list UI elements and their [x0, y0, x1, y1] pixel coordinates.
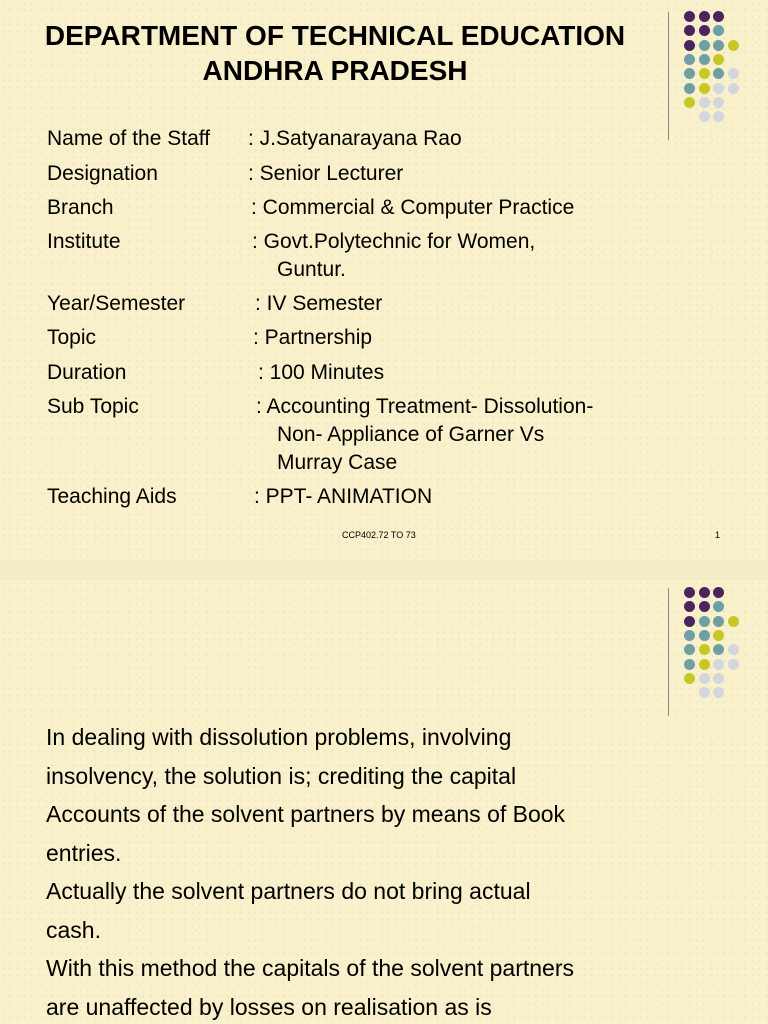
field-label: Institute: [47, 230, 121, 253]
field-value: : Govt.Polytechnic for Women,: [252, 230, 536, 253]
decorative-dot: [684, 97, 695, 108]
field-label: Topic: [47, 326, 97, 349]
decorative-dot: [699, 68, 710, 79]
field-value: : J.Satyanarayana Rao: [248, 127, 462, 150]
decorative-dot: [728, 616, 739, 627]
decorative-dot: [699, 644, 710, 655]
decorative-dot: [713, 83, 724, 94]
decorative-dot: [699, 616, 710, 627]
decorative-dot: [728, 644, 739, 655]
paragraph-line: entries.: [46, 839, 122, 866]
decorative-dot: [684, 601, 695, 612]
decorative-dot: [713, 659, 724, 670]
slide-separator: [0, 560, 768, 580]
field-label: Duration: [47, 361, 127, 384]
decorative-dot: [713, 111, 724, 122]
decorative-dot: [699, 673, 710, 684]
field-value-continued: Non- Appliance of Garner Vs: [277, 423, 545, 446]
decorative-dot: [684, 54, 695, 65]
decorative-dot: [699, 630, 710, 641]
slide-footer-code: CCP402.72 TO 73: [342, 530, 416, 540]
paragraph-line: cash.: [46, 916, 101, 943]
title-line-2: ANDHRA PRADESH: [202, 55, 468, 86]
field-value: : IV Semester: [255, 292, 383, 315]
decorative-dot: [699, 659, 710, 670]
decorative-dot: [713, 68, 724, 79]
title-line-1: DEPARTMENT OF TECHNICAL EDUCATION: [44, 20, 626, 51]
decorative-dot: [684, 644, 695, 655]
slide-2: [0, 580, 768, 1024]
decorative-dot: [699, 54, 710, 65]
slide-paragraph: [46, 718, 646, 1024]
decorative-dot: [728, 40, 739, 51]
decorative-dot: [713, 97, 724, 108]
decorative-dot: [684, 587, 695, 598]
field-value: : Partnership: [253, 326, 373, 349]
decorative-dot: [713, 601, 724, 612]
paragraph-line: Accounts of the solvent partners by means of Book: [46, 801, 566, 827]
field-label: Branch: [47, 196, 114, 219]
field-value-continued: Murray Case: [277, 451, 398, 474]
decorative-dot: [728, 68, 739, 79]
decorative-dot: [713, 40, 724, 51]
field-value-continued: Guntur.: [277, 258, 346, 281]
decorative-dot: [684, 659, 695, 670]
decorative-dot: [699, 601, 710, 612]
paragraph-line: With this method the capitals of the solvent partners: [46, 955, 574, 981]
decorative-dot: [699, 83, 710, 94]
decorative-dot: [713, 630, 724, 641]
decorative-dot: [684, 83, 695, 94]
paragraph-line: are unaffected by losses on realisation as is: [46, 993, 492, 1020]
decorative-dot: [713, 673, 724, 684]
decorative-dot: [684, 616, 695, 627]
decorative-dot: [699, 40, 710, 51]
decorative-dot: [699, 587, 710, 598]
decorative-dot: [684, 68, 695, 79]
decorative-dot: [713, 687, 724, 698]
field-value: : 100 Minutes: [258, 361, 385, 384]
slide-title: [10, 18, 660, 88]
decorative-dot: [699, 25, 710, 36]
paragraph-line: insolvency, the solution is; crediting the capital: [46, 762, 517, 789]
field-value: : Senior Lecturer: [248, 162, 404, 185]
decorative-dot: [684, 25, 695, 36]
paragraph-line: In dealing with dissolution problems, involving: [46, 724, 512, 750]
decorative-dot: [713, 54, 724, 65]
decorative-dot: [684, 673, 695, 684]
decorative-dot: [713, 587, 724, 598]
field-label: Designation: [47, 162, 158, 185]
decorative-dot: [713, 25, 724, 36]
decorative-dot: [713, 644, 724, 655]
decorative-dot: [728, 659, 739, 670]
field-value: : Accounting Treatment- Dissolution-: [256, 395, 594, 418]
decorative-dot: [699, 687, 710, 698]
paragraph-line: Actually the solvent partners do not bring actual: [46, 878, 531, 904]
decorative-dot: [699, 11, 710, 22]
decorative-dot: [713, 11, 724, 22]
decorative-dot: [713, 616, 724, 627]
field-label: Year/Semester: [47, 292, 186, 315]
decorative-dot: [699, 97, 710, 108]
slide-page-number: 1: [715, 530, 721, 540]
field-value: : PPT- ANIMATION: [254, 485, 433, 508]
decorative-dot: [684, 630, 695, 641]
field-label: Name of the Staff: [47, 127, 211, 150]
field-label: Teaching Aids: [47, 485, 177, 508]
decorative-dot: [699, 111, 710, 122]
decorative-dot: [684, 40, 695, 51]
field-label: Sub Topic: [47, 395, 139, 418]
decorative-dot: [684, 11, 695, 22]
decorative-dot: [728, 83, 739, 94]
divider-line: [668, 12, 669, 140]
divider-line: [668, 588, 669, 716]
field-value: : Commercial & Computer Practice: [251, 196, 575, 219]
